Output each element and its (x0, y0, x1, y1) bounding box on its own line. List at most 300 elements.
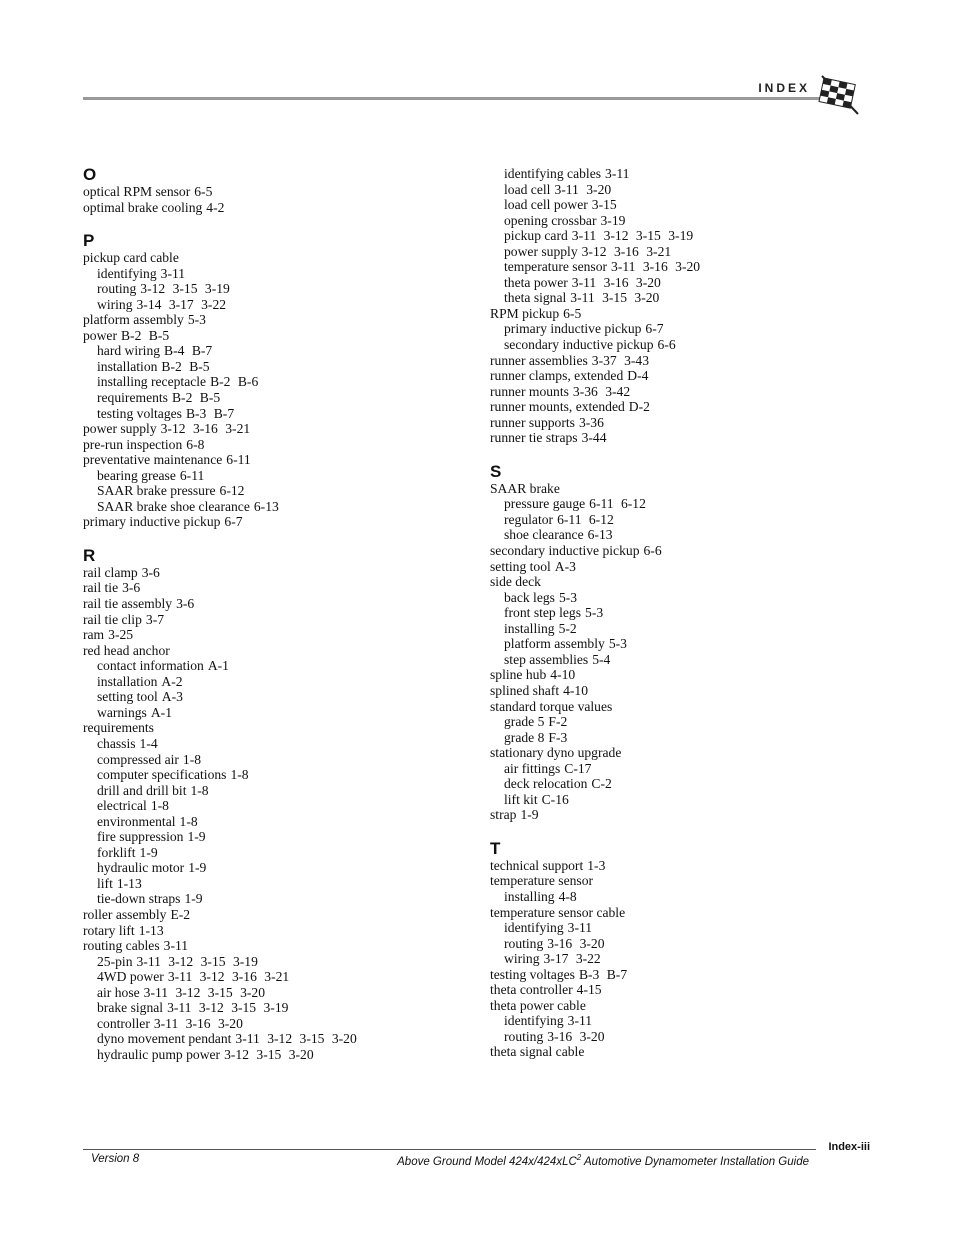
index-term: dyno movement pendant (97, 1031, 232, 1047)
index-page-refs: 3-11 3-15 3-20 (570, 290, 660, 306)
index-entry (490, 415, 880, 431)
index-subentry (490, 1013, 880, 1029)
index-subentry (83, 674, 473, 690)
header-title: INDEX (758, 81, 810, 95)
index-page-refs: 1-9 (139, 844, 158, 860)
index-entry (490, 873, 880, 889)
index-subentry (83, 499, 473, 515)
index-page-refs: C-2 (591, 776, 612, 792)
index-subentry (490, 1029, 880, 1045)
index-entry (83, 452, 473, 468)
index-term: theta signal cable (490, 1044, 585, 1060)
index-term: opening crossbar (504, 212, 597, 228)
index-term: grade 5 (504, 714, 545, 730)
index-term: runner supports (490, 414, 575, 430)
index-term: rail tie (83, 580, 119, 596)
index-page-refs: 5-3 (558, 589, 578, 605)
index-subentry (490, 512, 880, 528)
index-page-refs: 3-11 3-16 3-20 (611, 259, 701, 275)
index-page-refs: 3-15 (591, 197, 617, 213)
index-term: back legs (504, 589, 555, 605)
index-term: lift kit (504, 791, 538, 807)
index-term: standard torque values (490, 698, 613, 714)
index-subentry (83, 767, 473, 783)
index-term: hard wiring (97, 343, 161, 359)
index-entry (490, 399, 880, 415)
index-term: step assemblies (504, 651, 589, 667)
index-page-refs: 3-7 (145, 611, 165, 627)
index-entry (83, 250, 473, 266)
index-term: identifying (504, 920, 564, 936)
index-entry (83, 596, 473, 612)
index-page-refs: B-4 B-7 (164, 343, 213, 359)
index-subentry (490, 776, 880, 792)
index-term: chassis (97, 735, 136, 751)
index-term: SAAR brake shoe clearance (97, 498, 250, 514)
index-subentry (83, 1047, 473, 1063)
index-entry (83, 421, 473, 437)
index-term: testing voltages (490, 966, 575, 982)
index-entry (490, 699, 880, 715)
footer-guide-title (397, 1153, 809, 1168)
index-term: rail tie assembly (83, 596, 173, 612)
index-page-refs: 1-4 (139, 735, 158, 751)
index-entry (83, 565, 473, 581)
index-page-refs: B-2 B-5 (161, 358, 210, 374)
index-subentry (490, 290, 880, 306)
index-entry (490, 905, 880, 921)
index-term: theta power (504, 274, 568, 290)
index-term: load cell (504, 181, 551, 197)
index-page-refs: 3-6 (176, 596, 195, 612)
index-subentry (490, 259, 880, 275)
index-subentry (83, 374, 473, 390)
index-page-refs: 6-13 (253, 498, 279, 514)
index-entry (490, 353, 880, 369)
index-page-refs: A-3 (161, 689, 183, 705)
index-entry (83, 437, 473, 453)
index-term: compressed air (97, 751, 179, 767)
index-term: tie-down straps (97, 891, 181, 907)
index-page-refs: A-2 (161, 673, 183, 689)
index-term: bearing grease (97, 467, 176, 483)
index-term: theta power cable (490, 997, 586, 1013)
index-term: setting tool (490, 558, 551, 574)
index-term: power supply (83, 421, 157, 437)
index-page-refs: 5-2 (558, 620, 577, 636)
index-subentry (83, 891, 473, 907)
index-page-refs: 3-11 3-16 3-20 (153, 1015, 243, 1031)
index-subentry (490, 228, 880, 244)
index-page-refs: 3-12 3-16 3-21 (581, 243, 672, 259)
index-term: wiring (504, 951, 540, 967)
index-term: temperature sensor (504, 259, 608, 275)
index-page-refs: D-2 (628, 399, 650, 415)
index-entry (490, 559, 880, 575)
index-term: environmental (97, 813, 176, 829)
index-page-refs: B-2 B-5 (120, 327, 170, 343)
index-subentry (83, 266, 473, 282)
index-subentry (83, 343, 473, 359)
index-term: temperature sensor cable (490, 904, 626, 920)
index-page-refs: 5-3 (608, 636, 627, 652)
index-term: lift (97, 875, 113, 891)
index-page-refs: 3-11 (163, 938, 189, 954)
footer-rule (83, 1149, 816, 1150)
index-page-refs: 3-37 3-43 (591, 352, 650, 368)
index-subentry (83, 705, 473, 721)
guide-title-superscript: 2 (576, 1153, 582, 1162)
index-subentry (490, 920, 880, 936)
index-page-refs: 3-11 3-12 3-15 3-19 (571, 228, 694, 244)
index-entry (490, 543, 880, 559)
index-term: installing (504, 620, 555, 636)
index-entry (83, 580, 473, 596)
index-page-refs: 3-17 3-22 (543, 951, 601, 967)
index-subentry (83, 985, 473, 1001)
index-term: preventative maintenance (83, 452, 223, 468)
index-page-refs: 4-10 (563, 682, 589, 698)
checkered-flag-icon (818, 74, 866, 116)
index-page-refs: 5-4 (592, 651, 611, 667)
index-subentry (83, 658, 473, 674)
index-subentry (83, 390, 473, 406)
index-page-refs: 6-13 (587, 527, 613, 543)
index-term: pressure gauge (504, 496, 586, 512)
index-subentry (83, 689, 473, 705)
index-subentry (490, 792, 880, 808)
index-entry (83, 923, 473, 939)
index-entry (83, 200, 473, 216)
index-page-refs: 3-25 (108, 627, 134, 643)
index-term: runner assemblies (490, 352, 588, 368)
index-page-refs: 1-9 (520, 807, 539, 823)
index-letter-heading: T (490, 838, 501, 858)
index-page-refs: 1-13 (116, 875, 142, 891)
index-term: electrical (97, 798, 147, 814)
index-term: fire suppression (97, 829, 184, 845)
index-entry (490, 745, 880, 761)
index-subentry (83, 359, 473, 375)
index-term: platform assembly (504, 636, 605, 652)
index-subentry (490, 636, 880, 652)
index-page-refs: 1-8 (190, 782, 209, 798)
index-term: pickup card (504, 228, 568, 244)
index-page-refs: C-17 (564, 760, 592, 776)
index-entry (490, 574, 880, 590)
index-term: pickup card cable (83, 250, 179, 266)
index-entry (490, 667, 880, 683)
guide-title-main: Above Ground Model 424x/424xLC (397, 1155, 577, 1168)
index-subentry (490, 244, 880, 260)
index-entry (83, 328, 473, 344)
index-term: installation (97, 673, 158, 689)
index-term: technical support (490, 857, 584, 873)
index-term: controller (97, 1015, 150, 1031)
index-term: primary inductive pickup (83, 514, 221, 530)
index-subentry (490, 275, 880, 291)
index-page-refs: 4-15 (576, 982, 602, 998)
index-subentry (490, 730, 880, 746)
index-term: air hose (97, 984, 140, 1000)
index-subentry (490, 496, 880, 512)
index-term: installing receptacle (97, 374, 207, 390)
index-term: primary inductive pickup (504, 321, 642, 337)
index-entry (490, 982, 880, 998)
index-subentry (83, 297, 473, 313)
index-term: side deck (490, 574, 541, 590)
index-entry (490, 967, 880, 983)
index-page-refs: 3-11 3-12 3-15 3-19 (136, 953, 258, 969)
index-entry (83, 514, 473, 530)
index-subentry (83, 1000, 473, 1016)
index-subentry (83, 845, 473, 861)
index-term: roller assembly (83, 906, 167, 922)
index-term: SAAR brake (490, 480, 560, 496)
index-page-refs: B-3 B-7 (578, 966, 628, 982)
index-subentry (83, 860, 473, 876)
index-term: hydraulic pump power (97, 1046, 221, 1062)
index-page-refs: 1-8 (150, 798, 169, 814)
index-page-refs: 3-11 3-16 3-20 (571, 274, 661, 290)
index-page-refs: 1-9 (188, 860, 207, 876)
index-term: strap (490, 807, 517, 823)
index-page-refs: 3-11 (567, 1013, 593, 1029)
index-page-refs: 3-12 3-15 3-19 (140, 281, 230, 297)
index-term: secondary inductive pickup (504, 337, 654, 353)
index-term: routing (504, 935, 544, 951)
index-subentry (490, 321, 880, 337)
index-entry (490, 481, 880, 497)
index-term: grade 8 (504, 729, 545, 745)
index-page-refs: 6-5 (563, 305, 582, 321)
index-page-refs: 1-8 (230, 767, 249, 783)
index-subentry (490, 590, 880, 606)
index-term: 4WD power (97, 969, 164, 985)
index-entry (83, 720, 473, 736)
index-subentry (490, 761, 880, 777)
index-letter-heading: P (83, 231, 95, 251)
index-entry (83, 643, 473, 659)
index-entry (83, 627, 473, 643)
guide-title-rest: Automotive Dynamometer Installation Guide (581, 1155, 809, 1168)
header-rule (83, 97, 821, 100)
index-term: runner tie straps (490, 430, 578, 446)
index-term: temperature sensor (490, 873, 594, 889)
index-term: wiring (97, 296, 133, 312)
index-subentry (83, 406, 473, 422)
index-subentry (83, 468, 473, 484)
index-page-refs: 6-5 (194, 184, 213, 199)
index-subentry (83, 1031, 473, 1047)
index-entry (83, 612, 473, 628)
index-page-refs: 3-44 (581, 430, 607, 446)
index-letter-heading: O (83, 165, 97, 184)
index-entry (490, 306, 880, 322)
index-page-refs: 3-12 3-16 3-21 (160, 421, 251, 437)
index-page-refs: 3-11 3-12 3-15 3-20 (143, 984, 266, 1000)
index-term: requirements (83, 720, 154, 736)
index-subentry (83, 876, 473, 892)
index-page-refs: A-1 (150, 704, 172, 720)
index-subentry (83, 814, 473, 830)
index-term: RPM pickup (490, 305, 560, 321)
index-term: platform assembly (83, 312, 184, 328)
index-page-refs: 3-11 3-20 (554, 181, 612, 197)
index-subentry (83, 281, 473, 297)
index-term: splined shaft (490, 682, 560, 698)
index-page-refs: 3-12 3-15 3-20 (224, 1046, 314, 1062)
index-term: forklift (97, 844, 136, 860)
index-term: stationary dyno upgrade (490, 745, 622, 761)
index-term: pre-run inspection (83, 436, 183, 452)
index-subentry (490, 889, 880, 905)
index-page-refs: E-2 (170, 906, 191, 922)
index-entry (83, 938, 473, 954)
index-term: red head anchor (83, 642, 170, 658)
index-page-refs: 6-11 6-12 (589, 496, 646, 512)
index-term: air fittings (504, 760, 561, 776)
index-page-refs: 3-11 3-12 3-15 3-20 (235, 1031, 357, 1047)
index-letter-heading: R (83, 545, 96, 565)
index-entry (490, 384, 880, 400)
index-page-refs: D-4 (627, 368, 649, 384)
index-page-refs: B-2 B-5 (171, 390, 221, 406)
index-term: optimal brake cooling (83, 199, 203, 215)
index-term: warnings (97, 704, 147, 720)
index-page-refs: 1-9 (187, 829, 206, 845)
index-term: installation (97, 358, 158, 374)
index-page-refs: 3-16 3-20 (547, 1028, 605, 1044)
index-term: routing (504, 1028, 544, 1044)
index-term: power (83, 327, 117, 343)
index-page-refs: F-2 (548, 714, 568, 730)
index-entry (490, 368, 880, 384)
index-page-refs: 4-2 (206, 199, 225, 215)
index-page-refs: 3-11 (160, 265, 186, 281)
index-subentry (83, 783, 473, 799)
index-term: hydraulic motor (97, 860, 185, 876)
index-subentry (83, 736, 473, 752)
index-term: requirements (97, 390, 168, 406)
index-term: deck relocation (504, 776, 588, 792)
index-subentry (83, 752, 473, 768)
index-page-refs: 1-3 (587, 857, 606, 873)
index-page-refs: 3-11 3-12 3-16 3-21 (167, 969, 290, 985)
index-entry (490, 683, 880, 699)
index-subentry (83, 969, 473, 985)
index-page-refs: 4-10 (550, 667, 576, 683)
index-term: SAAR brake pressure (97, 483, 216, 499)
index-page-refs: 5-3 (585, 605, 604, 621)
index-term: regulator (504, 511, 554, 527)
index-term: identifying (97, 265, 157, 281)
index-term: ram (83, 627, 105, 643)
index-letter-heading: S (490, 461, 502, 481)
index-page-refs: 5-3 (187, 312, 206, 328)
index-page-refs: 4-8 (558, 888, 577, 904)
index-page-refs: 6-11 6-12 (557, 511, 614, 527)
index-subentry (490, 936, 880, 952)
index-page-refs: 6-11 (226, 452, 251, 468)
index-term: runner mounts (490, 383, 569, 399)
index-term: secondary inductive pickup (490, 543, 640, 559)
page-number: Index-iii (828, 1141, 870, 1153)
index-entry (490, 430, 880, 446)
index-page-refs: 3-11 (567, 920, 593, 936)
index-subentry (490, 951, 880, 967)
index-term: testing voltages (97, 405, 182, 421)
index-term: setting tool (97, 689, 158, 705)
index-term: brake signal (97, 1000, 164, 1016)
index-term: routing (97, 281, 137, 297)
index-page-refs: 6-7 (224, 514, 243, 530)
index-term: runner clamps, extended (490, 368, 624, 384)
index-subentry (490, 652, 880, 668)
index-page-refs: 1-13 (138, 922, 164, 938)
index-page-refs: 3-6 (141, 564, 160, 580)
index-entry (490, 1044, 880, 1060)
index-page-refs: 3-11 3-12 3-15 3-19 (167, 1000, 289, 1016)
index-subentry (490, 714, 880, 730)
index-entry (83, 312, 473, 328)
index-page-refs: 6-8 (186, 436, 205, 452)
index-term: computer specifications (97, 767, 227, 783)
index-term: shoe clearance (504, 527, 584, 543)
index-term: contact information (97, 658, 204, 674)
index-subentry (490, 621, 880, 637)
index-subentry (490, 166, 880, 182)
index-subentry (83, 798, 473, 814)
index-term: 25-pin (97, 953, 133, 969)
index-page-refs: 6-6 (643, 543, 662, 559)
index-term: theta signal (504, 290, 567, 306)
index-subentry (490, 213, 880, 229)
index-page-refs: 3-16 3-20 (547, 935, 605, 951)
index-page-refs: 6-11 (179, 467, 205, 483)
index-term: identifying cables (504, 166, 602, 181)
index-term: installing (504, 888, 555, 904)
index-subentry (490, 182, 880, 198)
index-page-refs: 3-36 3-42 (572, 383, 631, 399)
index-term: power supply (504, 243, 578, 259)
index-page-refs: B-3 B-7 (185, 405, 235, 421)
index-subentry (83, 954, 473, 970)
index-page-refs: 1-9 (184, 891, 203, 907)
index-term: identifying (504, 1013, 564, 1029)
index-page-refs: 1-8 (182, 751, 202, 767)
index-subentry (490, 527, 880, 543)
index-entry (490, 858, 880, 874)
index-page-refs: 3-36 (578, 414, 604, 430)
index-column-left (83, 166, 473, 1062)
index-page-refs: B-2 B-6 (210, 374, 259, 390)
index-page-refs: A-1 (207, 658, 229, 674)
index-term: drill and drill bit (97, 782, 187, 798)
index-column-right (490, 166, 880, 1060)
index-entry (490, 807, 880, 823)
index-page-refs: 3-11 (605, 166, 630, 181)
index-term: theta controller (490, 982, 573, 998)
index-entry (83, 907, 473, 923)
footer-version: Version 8 (91, 1153, 140, 1165)
index-term: routing cables (83, 938, 160, 954)
index-entry (490, 998, 880, 1014)
index-page-refs: F-3 (548, 729, 568, 745)
index-subentry (83, 1016, 473, 1032)
index-subentry (490, 605, 880, 621)
index-term: front step legs (504, 605, 582, 621)
